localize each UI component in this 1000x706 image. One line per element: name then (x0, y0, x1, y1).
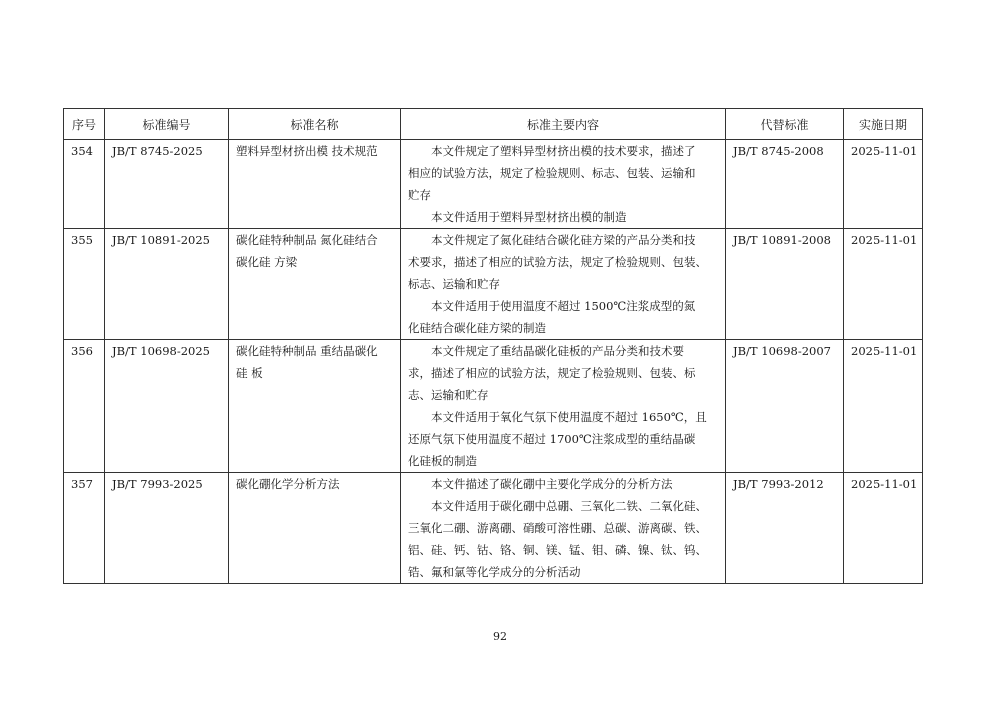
cell-implementation-date (844, 473, 923, 584)
content-line: 化硅板的制造 (408, 454, 477, 468)
serial-number: 357 (71, 477, 93, 491)
standard-code: JB/T 8745-2025 (112, 144, 203, 158)
cell-serial (64, 473, 105, 584)
standard-code: JB/T 10698-2025 (112, 344, 210, 358)
content-line: 三氧化二硼、游离硼、硝酸可溶性硼、总碳、游离碳、铁、 (408, 521, 707, 535)
content-line: 贮存 (408, 188, 431, 202)
implementation-date: 2025-11-01 (851, 144, 918, 158)
header-standard-name: 标准名称 (229, 109, 401, 140)
cell-serial (64, 340, 105, 473)
cell-replaced-standard (726, 229, 844, 340)
cell-main-content (401, 140, 726, 229)
cell-replaced-standard (726, 340, 844, 473)
serial-number: 354 (71, 144, 93, 158)
content-paragraph (408, 206, 718, 228)
cell-main-content (401, 229, 726, 340)
content-line: 本文件适用于氧化气氛下使用温度不超过 1650℃，且 (431, 410, 707, 424)
replaced-standard: JB/T 7993-2012 (733, 477, 824, 491)
header-implementation-date: 实施日期 (844, 109, 923, 140)
cell-implementation-date (844, 340, 923, 473)
standard-code: JB/T 7993-2025 (112, 477, 203, 491)
table-header-row (64, 109, 923, 140)
cell-standard-code (105, 473, 229, 584)
content-line: 本文件规定了塑料异型材挤出模的技术要求，描述了 (431, 144, 696, 158)
cell-standard-name (229, 140, 401, 229)
implementation-date: 2025-11-01 (851, 477, 918, 491)
cell-serial (64, 229, 105, 340)
serial-number: 356 (71, 344, 93, 358)
header-main-content: 标准主要内容 (401, 109, 726, 140)
content-line: 本文件适用于碳化硼中总硼、三氧化二铁、二氧化硅、 (431, 499, 707, 513)
content-line: 本文件规定了重结晶碳化硅板的产品分类和技术要 (431, 344, 684, 358)
cell-replaced-standard (726, 473, 844, 584)
content-paragraph (408, 229, 718, 295)
cell-standard-name (229, 473, 401, 584)
page-number: 92 (493, 630, 507, 643)
standard-name-line: 碳化硅特种制品 氮化硅结合 (236, 233, 378, 247)
content-line: 求，描述了相应的试验方法，规定了检验规则、包装、标 (408, 366, 696, 380)
header-replaced-standard: 代替标准 (726, 109, 844, 140)
cell-serial (64, 140, 105, 229)
content-line: 本文件规定了氮化硅结合碳化硅方梁的产品分类和技 (431, 233, 696, 247)
cell-implementation-date (844, 140, 923, 229)
content-line: 铝、硅、钙、钴、铬、铜、镁、锰、钼、磷、镍、钛、钨、 (408, 543, 707, 557)
content-line: 锆、氟和氯等化学成分的分析活动 (408, 565, 581, 579)
standard-name-line: 碳化硅特种制品 重结晶碳化 (236, 344, 378, 358)
replaced-standard: JB/T 8745-2008 (733, 144, 824, 158)
content-line: 还原气氛下使用温度不超过 1700℃注浆成型的重结晶碳 (408, 432, 696, 446)
content-line: 相应的试验方法，规定了检验规则、标志、包装、运输和 (408, 166, 696, 180)
standard-name-line: 硅 板 (236, 366, 263, 380)
replaced-standard: JB/T 10698-2007 (733, 344, 831, 358)
standards-table (63, 108, 923, 584)
cell-replaced-standard (726, 140, 844, 229)
table-row (64, 229, 923, 340)
content-paragraph (408, 140, 718, 206)
content-line: 本文件适用于塑料异型材挤出模的制造 (431, 210, 627, 224)
cell-standard-name (229, 229, 401, 340)
content-paragraph (408, 473, 718, 495)
standard-name-line: 碳化硅 方梁 (236, 255, 298, 269)
standard-name-line: 塑料异型材挤出模 技术规范 (236, 144, 378, 158)
cell-standard-name (229, 340, 401, 473)
content-paragraph (408, 495, 718, 583)
content-line: 标志、运输和贮存 (408, 277, 500, 291)
content-paragraph (408, 340, 718, 406)
content-line: 志、运输和贮存 (408, 388, 489, 402)
standard-code: JB/T 10891-2025 (112, 233, 210, 247)
content-paragraph (408, 295, 718, 339)
replaced-standard: JB/T 10891-2008 (733, 233, 831, 247)
standard-name-line: 碳化硼化学分析方法 (236, 477, 340, 491)
content-paragraph (408, 406, 718, 472)
cell-standard-code (105, 229, 229, 340)
content-line: 化硅结合碳化硅方梁的制造 (408, 321, 546, 335)
implementation-date: 2025-11-01 (851, 233, 918, 247)
content-line: 术要求，描述了相应的试验方法，规定了检验规则、包装、 (408, 255, 707, 269)
cell-main-content (401, 340, 726, 473)
serial-number: 355 (71, 233, 93, 247)
implementation-date: 2025-11-01 (851, 344, 918, 358)
header-serial: 序号 (64, 109, 105, 140)
table-row (64, 140, 923, 229)
cell-implementation-date (844, 229, 923, 340)
content-line: 本文件适用于使用温度不超过 1500℃注浆成型的氮 (431, 299, 696, 313)
header-standard-code: 标准编号 (105, 109, 229, 140)
table-row (64, 340, 923, 473)
content-line: 本文件描述了碳化硼中主要化学成分的分析方法 (431, 477, 673, 491)
cell-standard-code (105, 140, 229, 229)
cell-main-content (401, 473, 726, 584)
table-row (64, 473, 923, 584)
cell-standard-code (105, 340, 229, 473)
